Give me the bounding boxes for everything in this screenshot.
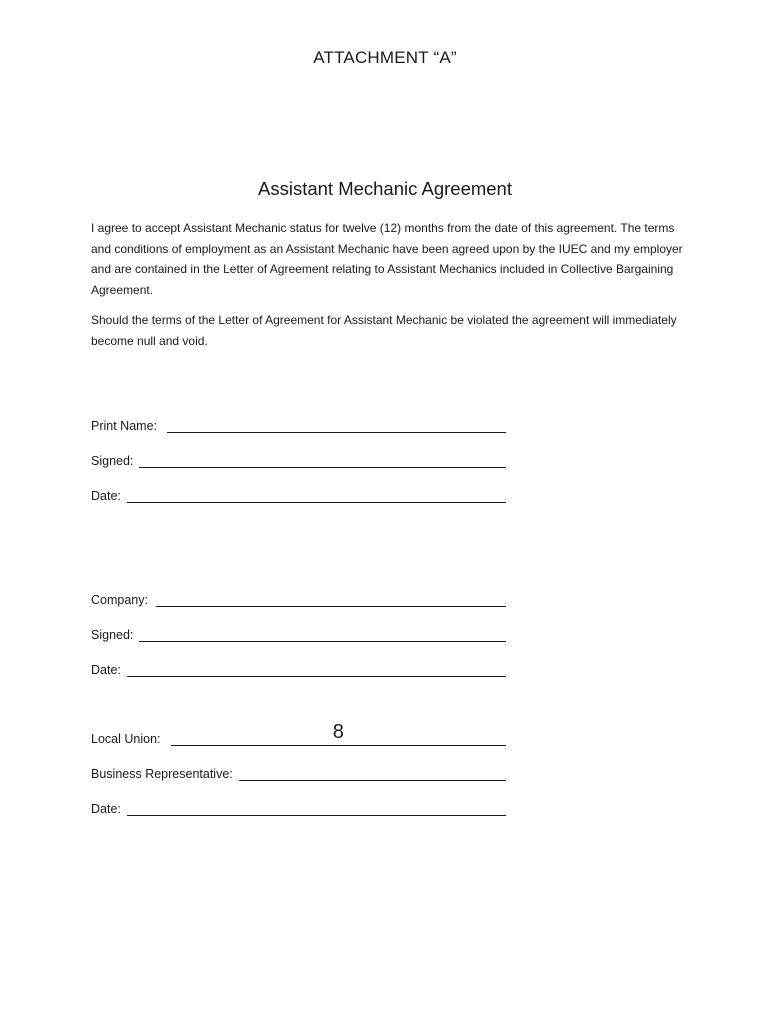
employee-date-field[interactable]: [91, 484, 506, 504]
print-name-field[interactable]: [91, 414, 506, 434]
business-rep-line[interactable]: [239, 768, 506, 781]
agreement-paragraph-1: I agree to accept Assistant Mechanic status for twelve (12) months from the date of this agreement. The terms and conditions of employment as an Assistant Mechanic have been agreed upon by the IUEC and my employer and are contained in the Letter of Agreement relating to Assistant Mechanics included in Collective Bargaining Agreement.: [91, 221, 683, 297]
employee-signed-field[interactable]: [91, 449, 506, 469]
company-signed-field[interactable]: [91, 623, 506, 643]
local-union-label: Local Union:: [91, 732, 161, 746]
company-label: Company:: [91, 593, 148, 607]
employee-date-line[interactable]: [127, 490, 506, 503]
business-rep-field[interactable]: [91, 762, 506, 782]
attachment-heading: ATTACHMENT “A”: [313, 48, 457, 67]
company-signed-label: Signed:: [91, 628, 134, 642]
employee-date-label: Date:: [91, 489, 121, 503]
employee-signed-line[interactable]: [139, 455, 506, 468]
employee-signed-label: Signed:: [91, 454, 134, 468]
company-line[interactable]: [156, 594, 506, 607]
print-name-line[interactable]: [167, 420, 506, 433]
local-union-field[interactable]: [91, 721, 506, 747]
union-date-line[interactable]: [127, 803, 506, 816]
company-date-label: Date:: [91, 663, 121, 677]
business-rep-label: Business Representative:: [91, 767, 233, 781]
local-union-line[interactable]: [171, 721, 507, 746]
union-date-label: Date:: [91, 802, 121, 816]
agreement-paragraph-2: Should the terms of the Letter of Agreement for Assistant Mechanic be violated the agreement will immediately become null and void.: [91, 313, 677, 348]
local-union-value: 8: [332, 721, 344, 743]
union-date-field[interactable]: [91, 797, 506, 817]
company-date-field[interactable]: [91, 658, 506, 678]
print-name-label: Print Name:: [91, 419, 157, 433]
company-signed-line[interactable]: [139, 629, 506, 642]
document-title: Assistant Mechanic Agreement: [258, 178, 512, 199]
company-field[interactable]: [91, 588, 506, 608]
company-date-line[interactable]: [127, 664, 506, 677]
